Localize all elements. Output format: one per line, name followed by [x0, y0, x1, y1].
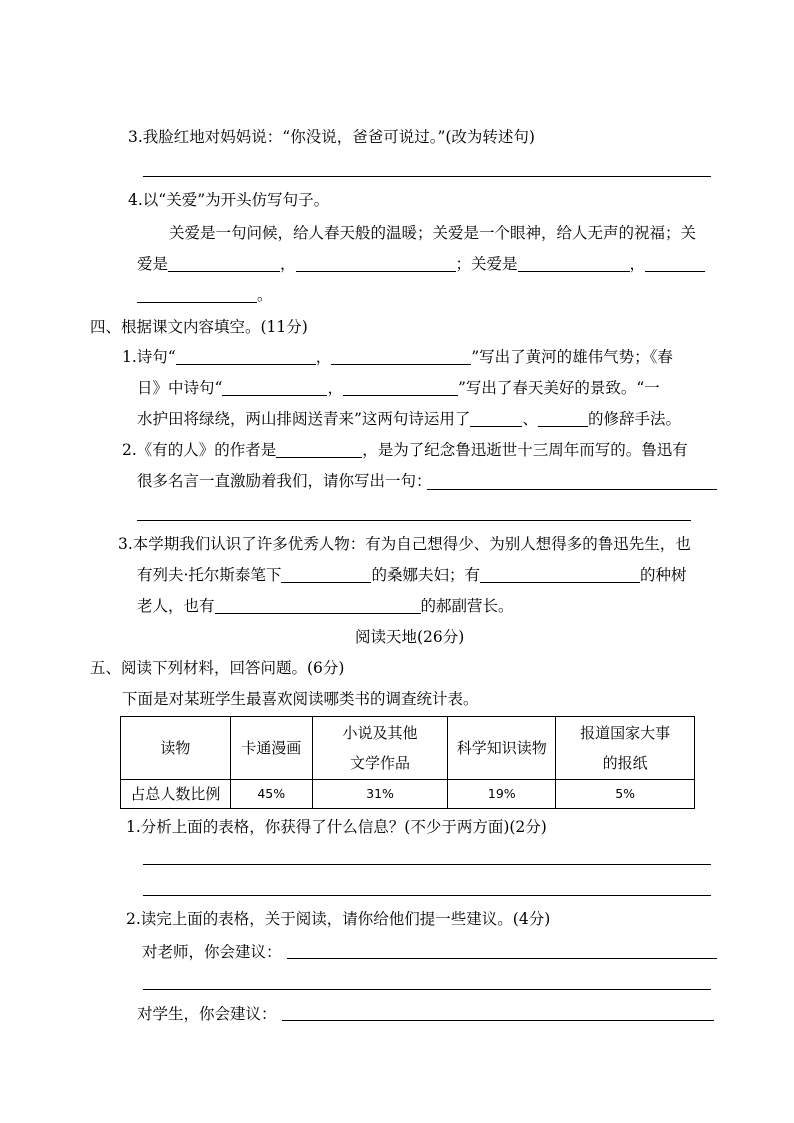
period-text: 。 [257, 286, 273, 304]
value-cell: 5% [556, 780, 695, 809]
category-label: 小说及其他 [342, 724, 418, 742]
quote-answer-line-2[interactable] [137, 520, 691, 521]
s4-q3-line-2 [137, 568, 686, 584]
category-label: 报道国家大事 [580, 724, 671, 742]
column-header-reading: 读物 [121, 717, 231, 780]
s4-q1-text: 日》中诗句“ [137, 379, 223, 397]
s4-q2-text: 2.《有的人》的作者是 [122, 441, 277, 459]
s4-q1-text: ”写出了黄河的雄伟气势；《春 [471, 348, 673, 366]
imitation-blank-4[interactable] [645, 270, 705, 272]
question-3-rewrite: 3.我脸红地对妈妈说：“你没说，爸爸可说过。”(改为转述句) [128, 128, 535, 146]
s4-q2-text: 很多名言一直激励着我们，请你写出一句： [137, 472, 432, 490]
comma-text: ， [280, 255, 296, 273]
poem-blank-3[interactable] [222, 394, 327, 396]
s4-q1-text: ”写出了春天美好的景致。“一 [457, 379, 660, 397]
s4-q3-text: 有列夫·托尔斯泰笔下 [137, 566, 282, 584]
category-label: 文学作品 [350, 754, 411, 772]
character-blank-3[interactable] [215, 612, 421, 614]
s4-q3-text: 的桑娜夫妇；有 [371, 566, 480, 584]
row-header-proportion: 占总人数比例 [121, 780, 231, 809]
imitation-second-lead: ；关爱是 [455, 255, 518, 273]
category-cell [448, 717, 556, 780]
teacher-suggestion-label: 对老师，你会建议： [142, 943, 282, 961]
category-label: 的报纸 [602, 754, 648, 772]
category-cell [230, 717, 312, 780]
value-cell: 19% [448, 780, 556, 809]
category-label: 卡通漫画 [241, 739, 302, 757]
s4-q1-text: 水护田将绿绕，两山排闼送青来”这两句诗运用了 [137, 410, 471, 428]
s4-q2-line-2 [137, 474, 432, 490]
s4-q1-text: ， [327, 379, 343, 397]
imitation-blank-2[interactable] [296, 270, 456, 272]
s4-q2-line-1 [122, 443, 688, 459]
s4-q3-text: 的种树 [639, 566, 687, 584]
category-label: 科学知识读物 [456, 739, 547, 757]
table-row [121, 780, 695, 809]
s4-q3-text: 的郝副营长。 [420, 597, 514, 615]
category-cell [312, 717, 448, 780]
author-blank[interactable] [276, 456, 362, 458]
teacher-answer-line[interactable] [287, 958, 717, 959]
reading-section-title: 阅读天地(26分) [355, 628, 465, 646]
s4-q3-text: 老人，也有 [137, 597, 215, 615]
survey-table [120, 716, 695, 809]
answer-line[interactable] [143, 989, 711, 990]
imitation-blank-1[interactable] [168, 270, 280, 272]
s5-question-2: 2.读完上面的表格，关于阅读，请你给他们提一些建议。(4分) [126, 910, 551, 928]
question-4-prompt: 4.以“关爱”为开头仿写句子。 [128, 191, 330, 209]
imitation-line-2 [137, 288, 273, 304]
value-cell: 31% [312, 780, 448, 809]
student-answer-line[interactable] [282, 1020, 714, 1021]
poem-blank-1[interactable] [176, 363, 316, 365]
answer-line[interactable] [143, 176, 711, 177]
s4-q1-text: ， [315, 348, 332, 366]
s4-q1-text: 的修辞手法。 [587, 410, 681, 428]
student-suggestion-label: 对学生，你会建议： [137, 1005, 277, 1023]
poem-blank-2[interactable] [331, 363, 471, 365]
character-blank-1[interactable] [281, 581, 371, 583]
imitation-blank-5[interactable] [137, 301, 257, 303]
section-4-heading: 四、根据课文内容填空。(11分) [90, 318, 308, 336]
s4-q3-line-1: 3.本学期我们认识了许多优秀人物：有为自己想得少、为别人想得多的鲁迅先生，也 [118, 535, 691, 553]
category-cell [556, 717, 695, 780]
s4-q1-line-1 [122, 350, 673, 366]
imitation-start: 爱是 [137, 255, 169, 273]
s4-q1-line-2 [137, 381, 660, 397]
answer-line[interactable] [143, 864, 711, 865]
s4-q1-text: 1.诗句“ [122, 348, 176, 366]
answer-line[interactable] [143, 895, 711, 896]
s4-q1-text: 、 [522, 410, 538, 428]
comma-text: ， [629, 255, 646, 273]
example-sentence: 关爱是一句问候，给人春天般的温暖；关爱是一个眼神，给人无声的祝福；关 [169, 224, 697, 242]
table-header-row [121, 717, 695, 780]
imitation-blank-3[interactable] [518, 270, 630, 272]
section-5-heading: 五、阅读下列材料，回答问题。(6分) [90, 659, 345, 677]
s4-q2-text: ，是为了纪念鲁迅逝世十三周年而写的。鲁迅有 [362, 441, 688, 459]
s5-question-1: 1.分析上面的表格，你获得了什么信息？(不少于两方面)(2分) [126, 818, 547, 836]
s4-q1-line-3 [137, 412, 681, 428]
s4-q3-line-3 [137, 599, 514, 615]
imitation-line [137, 257, 705, 273]
rhetoric-blank-1[interactable] [470, 425, 522, 427]
rhetoric-blank-2[interactable] [538, 425, 588, 427]
survey-intro: 下面是对某班学生最喜欢阅读哪类书的调查统计表。 [122, 690, 479, 708]
poem-blank-4[interactable] [343, 394, 458, 396]
character-blank-2[interactable] [480, 581, 640, 583]
value-cell: 45% [230, 780, 312, 809]
quote-answer-line[interactable] [427, 489, 717, 490]
